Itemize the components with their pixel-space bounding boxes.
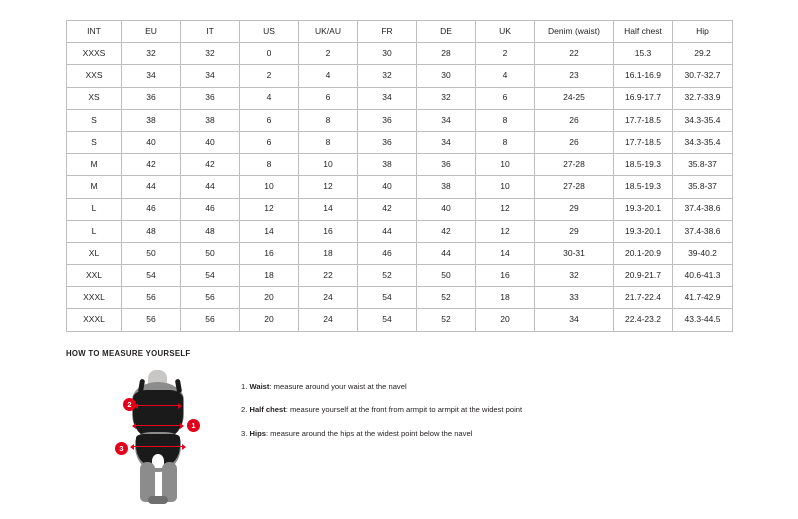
table-cell: 36 (358, 131, 417, 153)
instruction-number: 3. (241, 428, 248, 438)
instruction-term: Waist (249, 382, 270, 391)
marker-2-half-chest: 2 (123, 398, 136, 411)
table-cell: 12 (476, 220, 535, 242)
measurement-instructions-list (241, 382, 761, 452)
table-cell: 46 (181, 198, 240, 220)
table-cell: XL (67, 242, 122, 264)
table-cell: 34 (122, 65, 181, 87)
table-cell: 29 (535, 198, 614, 220)
mannequin-illustration (96, 370, 226, 510)
table-cell: 56 (122, 287, 181, 309)
table-cell: 14 (240, 220, 299, 242)
table-cell: 34.3-35.4 (673, 109, 733, 131)
table-row (67, 265, 733, 287)
table-cell: 38 (122, 109, 181, 131)
table-cell: 4 (240, 87, 299, 109)
table-cell: S (67, 131, 122, 153)
table-row (67, 43, 733, 65)
table-cell: 22.4-23.2 (614, 309, 673, 331)
mannequin-corset (133, 390, 183, 438)
table-cell: 50 (181, 242, 240, 264)
table-cell: 40 (358, 176, 417, 198)
table-cell: 27-28 (535, 176, 614, 198)
table-cell: 17.7-18.5 (614, 109, 673, 131)
table-row (67, 242, 733, 264)
table-cell: 56 (181, 287, 240, 309)
table-cell: 54 (358, 287, 417, 309)
table-cell: 2 (299, 43, 358, 65)
table-cell: 36 (358, 109, 417, 131)
table-cell: 6 (240, 109, 299, 131)
table-cell: 52 (358, 265, 417, 287)
mannequin-figure (96, 370, 226, 510)
table-cell: 8 (476, 131, 535, 153)
table-cell: 38 (417, 176, 476, 198)
table-cell: 39-40.2 (673, 242, 733, 264)
table-cell: 10 (476, 154, 535, 176)
table-row (67, 154, 733, 176)
table-cell: 36 (417, 154, 476, 176)
table-cell: 12 (476, 198, 535, 220)
table-cell: 32 (181, 43, 240, 65)
instruction-text: : measure around your waist at the navel (269, 382, 407, 391)
table-row (67, 198, 733, 220)
column-header: UK/AU (299, 21, 358, 43)
table-cell: 56 (181, 309, 240, 331)
table-cell: 38 (181, 109, 240, 131)
table-cell: 44 (122, 176, 181, 198)
instruction-text: : measure around the hips at the widest point below the navel (265, 428, 473, 438)
table-cell: 50 (417, 265, 476, 287)
table-row (67, 220, 733, 242)
table-cell: 40 (417, 198, 476, 220)
table-cell: 34.3-35.4 (673, 131, 733, 153)
column-header: Hip (673, 21, 733, 43)
table-cell: 32 (358, 65, 417, 87)
table-cell: 37.4-38.6 (673, 198, 733, 220)
table-cell: 18 (240, 265, 299, 287)
table-cell: 40 (181, 131, 240, 153)
marker-3-hips: 3 (115, 442, 128, 455)
table-cell: 38 (358, 154, 417, 176)
table-cell: 48 (122, 220, 181, 242)
table-cell: 46 (122, 198, 181, 220)
measurement-instruction (241, 382, 761, 392)
table-cell: 20 (476, 309, 535, 331)
table-cell: 2 (240, 65, 299, 87)
table-row (67, 65, 733, 87)
table-row (67, 309, 733, 331)
table-cell: 40 (122, 131, 181, 153)
table-cell: 42 (122, 154, 181, 176)
table-cell: 46 (358, 242, 417, 264)
table-cell: 54 (181, 265, 240, 287)
table-cell: 18.5-19.3 (614, 176, 673, 198)
table-cell: 43.3-44.5 (673, 309, 733, 331)
table-cell: 15.3 (614, 43, 673, 65)
table-cell: 24 (299, 287, 358, 309)
table-cell: 44 (181, 176, 240, 198)
table-cell: 34 (417, 109, 476, 131)
table-cell: 20.1-20.9 (614, 242, 673, 264)
measurement-instruction (241, 405, 761, 415)
table-cell: 32 (535, 265, 614, 287)
instruction-text: : measure yourself at the front from armpit to armpit at the widest point (285, 405, 523, 415)
size-chart-table (66, 20, 733, 332)
instruction-term: Half chest (249, 405, 286, 415)
column-header: DE (417, 21, 476, 43)
column-header: US (240, 21, 299, 43)
table-cell: 32 (417, 87, 476, 109)
table-cell: 35.8-37 (673, 154, 733, 176)
table-cell: 24 (299, 309, 358, 331)
table-cell: 36 (181, 87, 240, 109)
size-chart-table-wrapper (66, 20, 732, 332)
table-cell: 52 (417, 287, 476, 309)
column-header: FR (358, 21, 417, 43)
table-cell: 42 (358, 198, 417, 220)
table-cell: 19.3-20.1 (614, 198, 673, 220)
column-header: INT (67, 21, 122, 43)
table-cell: XXXL (67, 309, 122, 331)
table-cell: 8 (240, 154, 299, 176)
table-cell: 6 (476, 87, 535, 109)
table-row (67, 131, 733, 153)
table-cell: 36 (122, 87, 181, 109)
table-cell: 30 (417, 65, 476, 87)
waist-measure-arrow (136, 425, 180, 426)
table-row (67, 87, 733, 109)
table-cell: 20 (240, 309, 299, 331)
table-cell: L (67, 220, 122, 242)
table-cell: 44 (358, 220, 417, 242)
how-to-measure-title: HOW TO MEASURE YOURSELF (66, 349, 191, 358)
table-cell: 18 (299, 242, 358, 264)
how-to-measure-body (66, 368, 766, 508)
table-header-row (67, 21, 733, 43)
table-cell: 30-31 (535, 242, 614, 264)
table-cell: 18 (476, 287, 535, 309)
table-cell: 52 (417, 309, 476, 331)
table-cell: XXXL (67, 287, 122, 309)
table-cell: 27-28 (535, 154, 614, 176)
table-cell: 56 (122, 309, 181, 331)
half-chest-measure-arrow (138, 405, 178, 406)
table-cell: 42 (181, 154, 240, 176)
table-cell: 4 (476, 65, 535, 87)
table-cell: 40.6-41.3 (673, 265, 733, 287)
table-cell: 20 (240, 287, 299, 309)
table-cell: 30.7-32.7 (673, 65, 733, 87)
table-cell: 29.2 (673, 43, 733, 65)
table-cell: 42 (417, 220, 476, 242)
table-cell: 22 (299, 265, 358, 287)
table-cell: 16 (240, 242, 299, 264)
marker-1-waist: 1 (187, 419, 200, 432)
table-cell: 6 (240, 131, 299, 153)
table-cell: 22 (535, 43, 614, 65)
table-cell: 30 (358, 43, 417, 65)
table-cell: XXXS (67, 43, 122, 65)
table-cell: M (67, 154, 122, 176)
table-cell: 21.7-22.4 (614, 287, 673, 309)
table-cell: 8 (299, 109, 358, 131)
table-cell: 54 (122, 265, 181, 287)
table-cell: M (67, 176, 122, 198)
table-cell: 34 (535, 309, 614, 331)
table-cell: 44 (417, 242, 476, 264)
instruction-number: 2. (241, 405, 248, 415)
table-cell: 19.3-20.1 (614, 220, 673, 242)
column-header: EU (122, 21, 181, 43)
table-row (67, 176, 733, 198)
table-cell: 37.4-38.6 (673, 220, 733, 242)
table-cell: 10 (240, 176, 299, 198)
table-cell: 8 (299, 131, 358, 153)
table-cell: 26 (535, 109, 614, 131)
measurement-instruction (241, 429, 761, 439)
table-cell: 35.8-37 (673, 176, 733, 198)
table-cell: 2 (476, 43, 535, 65)
table-cell: 28 (417, 43, 476, 65)
table-row (67, 287, 733, 309)
table-cell: XS (67, 87, 122, 109)
table-cell: 16 (476, 265, 535, 287)
table-cell: 24-25 (535, 87, 614, 109)
table-cell: 16 (299, 220, 358, 242)
table-cell: 34 (358, 87, 417, 109)
table-cell: 50 (122, 242, 181, 264)
column-header: IT (181, 21, 240, 43)
table-cell: 10 (299, 154, 358, 176)
table-cell: S (67, 109, 122, 131)
table-cell: 32 (122, 43, 181, 65)
table-cell: 20.9-21.7 (614, 265, 673, 287)
table-cell: 16.9-17.7 (614, 87, 673, 109)
table-cell: 6 (299, 87, 358, 109)
table-cell: 10 (476, 176, 535, 198)
table-cell: 12 (299, 176, 358, 198)
table-cell: 34 (181, 65, 240, 87)
instruction-term: Hips (249, 428, 266, 438)
table-cell: 8 (476, 109, 535, 131)
table-cell: 14 (299, 198, 358, 220)
hips-measure-arrow (134, 446, 182, 447)
table-cell: 23 (535, 65, 614, 87)
mannequin-stand (148, 496, 168, 504)
table-cell: 14 (476, 242, 535, 264)
instruction-number: 1. (241, 382, 248, 391)
table-row (67, 109, 733, 131)
table-cell: 16.1-16.9 (614, 65, 673, 87)
table-cell: 0 (240, 43, 299, 65)
table-cell: 26 (535, 131, 614, 153)
table-cell: 34 (417, 131, 476, 153)
table-cell: 33 (535, 287, 614, 309)
how-to-measure-section (66, 349, 766, 508)
table-cell: 12 (240, 198, 299, 220)
column-header: Denim (waist) (535, 21, 614, 43)
table-cell: 32.7-33.9 (673, 87, 733, 109)
table-cell: 18.5-19.3 (614, 154, 673, 176)
table-cell: 48 (181, 220, 240, 242)
table-cell: XXS (67, 65, 122, 87)
table-cell: 54 (358, 309, 417, 331)
table-cell: L (67, 198, 122, 220)
table-cell: XXL (67, 265, 122, 287)
table-cell: 29 (535, 220, 614, 242)
column-header: Half chest (614, 21, 673, 43)
table-cell: 4 (299, 65, 358, 87)
table-cell: 17.7-18.5 (614, 131, 673, 153)
column-header: UK (476, 21, 535, 43)
table-cell: 41.7-42.9 (673, 287, 733, 309)
